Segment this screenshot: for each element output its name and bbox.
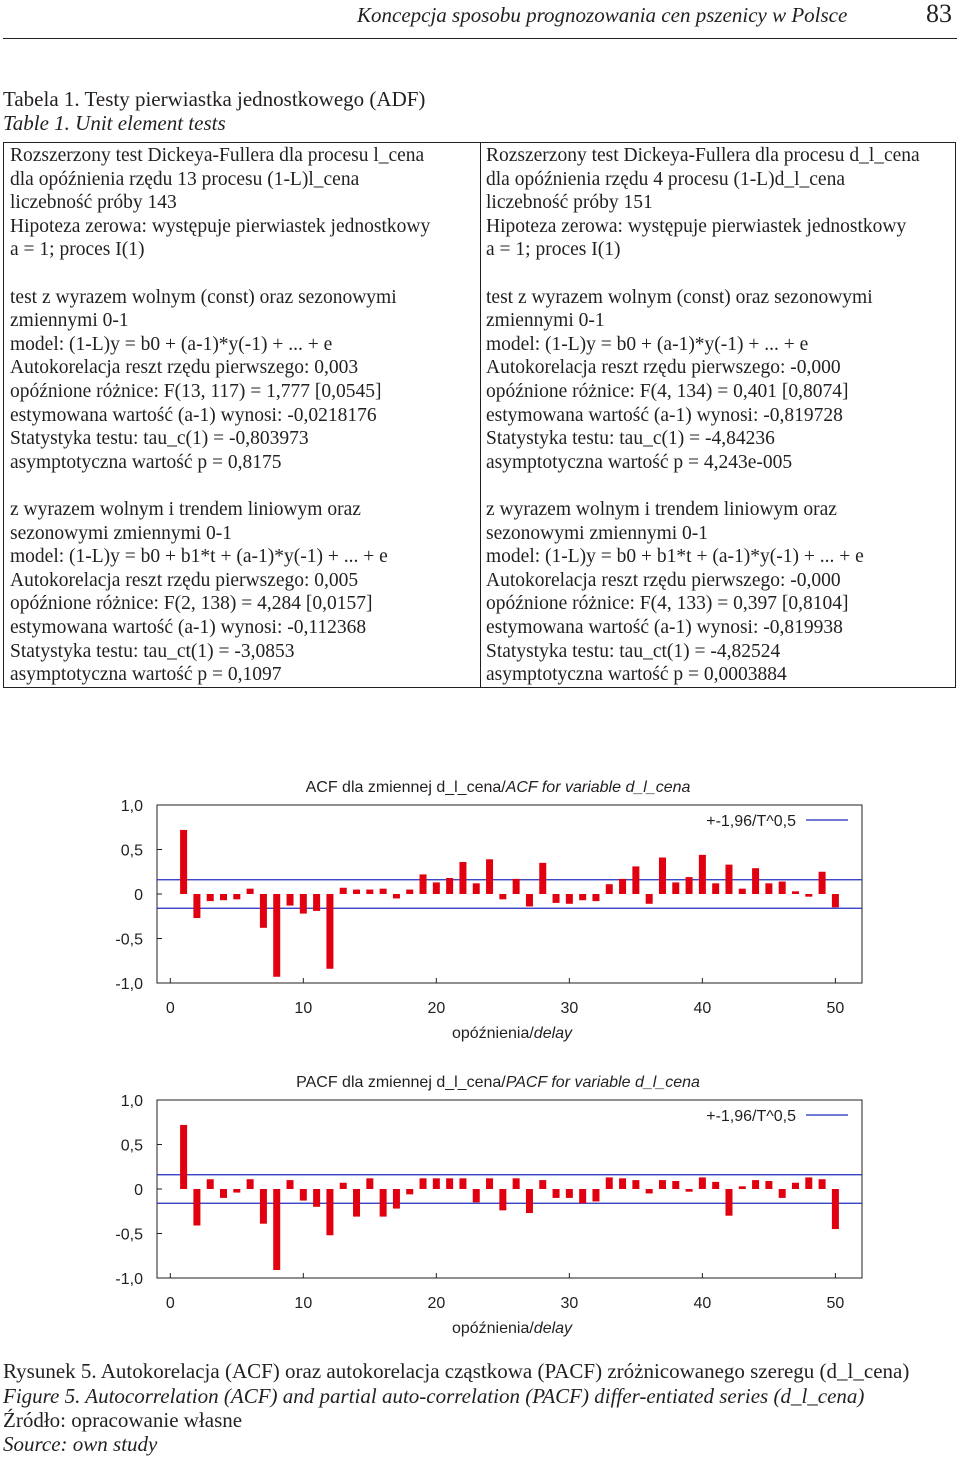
acf-bar — [699, 1177, 706, 1189]
table-line: model: (1-L)y = b0 + b1*t + (a-1)*y(-1) + ... + e — [10, 546, 388, 568]
table-title-english: Table 1. Unit element tests — [3, 111, 226, 135]
table-line: asymptotyczna wartość p = 0,1097 — [10, 664, 282, 686]
table-line: Rozszerzony test Dickeya-Fullera dla procesu l_cena — [10, 145, 425, 166]
acf-bar — [832, 1189, 839, 1229]
acf-bar — [672, 882, 679, 894]
table-line: opóźnione różnice: F(2, 138) = 4,284 [0,0157] — [10, 593, 373, 615]
acf-bar — [632, 1180, 639, 1189]
acf-bar — [446, 878, 453, 894]
acf-bar — [260, 894, 267, 928]
acf-bar — [247, 889, 254, 894]
table-line: Autokorelacja reszt rzędu pierwszego: -0,000 — [486, 569, 841, 591]
table-line: Hipoteza zerowa: występuje pierwiastek jednostkowy — [486, 215, 907, 237]
acf-bar — [672, 1181, 679, 1189]
table-line: estymowana wartość (a-1) wynosi: -0,112368 — [10, 617, 367, 638]
x-tick-label: 40 — [693, 1295, 712, 1312]
acf-bar — [779, 882, 786, 894]
table-line: opóźnione różnice: F(4, 133) = 0,397 [0,8104] — [486, 593, 849, 615]
table-line: sezonowymi zmiennymi 0-1 — [10, 522, 233, 544]
table-line: dla opóźnienia rzędu 13 procesu (1-L)l_cena — [10, 168, 360, 190]
chart-title — [296, 1074, 700, 1091]
y-tick-label: 0 — [134, 1182, 143, 1199]
acf-bar — [233, 894, 240, 899]
acf-bar — [366, 1178, 373, 1189]
acf-bar — [340, 1183, 347, 1189]
x-tick-label: 0 — [165, 1295, 175, 1312]
chart-title — [306, 779, 691, 796]
acf-bar — [619, 1178, 626, 1189]
acf-bar — [433, 1178, 440, 1189]
acf-bar — [539, 863, 546, 894]
acf-bar — [579, 1189, 586, 1203]
legend-label: +-1,96/T^0,5 — [706, 813, 796, 830]
x-tick-label: 50 — [826, 1295, 845, 1312]
y-tick-label: 0,5 — [120, 1137, 143, 1155]
acf-bar — [420, 874, 427, 894]
acf-bar — [473, 1189, 480, 1202]
acf-bar — [207, 894, 214, 901]
acf-bar — [725, 1189, 732, 1216]
y-tick-label: 0 — [134, 887, 143, 904]
acf-bar — [380, 1189, 387, 1217]
acf-bar — [686, 1189, 693, 1192]
acf-bar — [300, 1189, 307, 1201]
acf-bar — [592, 894, 599, 901]
y-tick-label: 1,0 — [120, 1093, 143, 1110]
acf-bar — [459, 1178, 466, 1189]
acf-bar — [473, 883, 480, 894]
table-line: test z wyrazem wolnym (const) oraz sezonowymi — [10, 286, 397, 308]
acf-bar — [553, 1189, 560, 1198]
acf-bar — [632, 866, 639, 894]
acf-bar — [486, 1178, 493, 1189]
adf-test-table — [3, 142, 956, 688]
acf-bar — [273, 894, 280, 977]
acf-bar — [486, 859, 493, 894]
table-line: estymowana wartość (a-1) wynosi: -0,819728 — [486, 404, 843, 426]
acf-bar — [526, 894, 533, 906]
header-rule — [3, 38, 957, 39]
acf-bar — [406, 890, 413, 894]
table-line: Statystyka testu: tau_ct(1) = -4,82524 — [486, 640, 781, 662]
acf-bar — [712, 1182, 719, 1189]
chart-title-italic: PACF for variable d_l_cena — [505, 1074, 700, 1091]
table-line: opóźnione różnice: F(4, 134) = 0,401 [0,8074] — [486, 381, 849, 402]
acf-bar — [739, 889, 746, 894]
table-line: asymptotyczna wartość p = 0,0003884 — [486, 664, 787, 686]
acf-bar — [592, 1189, 599, 1201]
x-tick-label: 20 — [427, 1295, 446, 1312]
acf-bar — [752, 868, 759, 894]
table-line: estymowana wartość (a-1) wynosi: -0,0218176 — [10, 404, 377, 426]
x-axis-label-italic: delay — [533, 1320, 573, 1337]
acf-bar — [819, 872, 826, 894]
acf-bar — [499, 894, 506, 899]
acf-bar — [287, 894, 294, 906]
table-column-divider — [480, 143, 481, 687]
source-note-polish: Źródło: opracowanie własne — [3, 1408, 243, 1432]
table-line: zmiennymi 0-1 — [486, 310, 605, 332]
acf-bar — [273, 1189, 280, 1270]
table-line: Autokorelacja reszt rzędu pierwszego: -0,000 — [486, 357, 841, 379]
table-line: Hipoteza zerowa: występuje pierwiastek jednostkowy — [10, 215, 431, 237]
y-tick-label: -1,0 — [115, 976, 143, 993]
y-tick-label: -0,5 — [115, 1226, 143, 1244]
acf-bar — [220, 894, 227, 900]
acf-bar — [646, 894, 653, 904]
acf-bar — [619, 879, 626, 894]
chart-title-italic: ACF for variable d_l_cena — [505, 779, 691, 796]
acf-bar — [393, 1189, 400, 1209]
acf-bar — [353, 1189, 360, 1217]
table-title-polish: Tabela 1. Testy pierwiastka jednostkowego (ADF) — [3, 87, 426, 111]
acf-bar — [313, 894, 320, 911]
acf-bar — [819, 1179, 826, 1189]
acf-bar — [513, 879, 520, 894]
acf-bar — [765, 1181, 772, 1189]
acf-bar — [566, 1189, 573, 1198]
table-line: test z wyrazem wolnym (const) oraz sezonowymi — [486, 286, 873, 308]
table-line: model: (1-L)y = b0 + b1*t + (a-1)*y(-1) + ... + e — [486, 546, 864, 568]
table-line: estymowana wartość (a-1) wynosi: -0,819938 — [486, 617, 843, 638]
legend-label: +-1,96/T^0,5 — [706, 1108, 796, 1125]
acf-bar — [220, 1189, 227, 1198]
acf-bar — [287, 1180, 294, 1189]
source-note-english: Source: own study — [3, 1432, 158, 1456]
y-tick-label: -0,5 — [115, 931, 143, 949]
table-line: Statystyka testu: tau_c(1) = -4,84236 — [486, 428, 775, 450]
acf-bar — [406, 1189, 413, 1194]
acf-bar — [380, 889, 387, 894]
acf-bar — [832, 894, 839, 907]
acf-bar — [326, 894, 333, 969]
x-tick-label: 10 — [294, 1000, 313, 1017]
acf-bar — [353, 890, 360, 894]
x-tick-label: 40 — [693, 1000, 712, 1017]
running-header-title: Koncepcja sposobu prognozowania cen pszenicy w Polsce — [357, 3, 848, 27]
acf-bar — [539, 1180, 546, 1189]
x-tick-label: 50 — [826, 1000, 845, 1017]
acf-bar — [659, 858, 666, 894]
acf-bar — [313, 1189, 320, 1207]
acf-bar — [300, 894, 307, 914]
acf-bar — [366, 890, 373, 894]
figure-caption-english: Figure 5. Autocorrelation (ACF) and partial auto-correlation (PACF) differ-entiated series (d_l_cena) — [3, 1384, 865, 1408]
table-line: asymptotyczna wartość p = 4,243e-005 — [486, 451, 793, 473]
chart-title-text: ACF dla zmiennej d_l_cena/ — [305, 779, 506, 796]
x-tick-label: 0 — [165, 1000, 175, 1017]
table-line: Autokorelacja reszt rzędu pierwszego: 0,003 — [10, 357, 359, 379]
acf-bar — [739, 1186, 746, 1189]
table-line: model: (1-L)y = b0 + (a-1)*y(-1) + ... + e — [10, 333, 333, 355]
acf-bar — [566, 894, 573, 904]
acf-bar — [646, 1189, 653, 1193]
x-axis-label — [452, 1320, 573, 1337]
table-line: Rozszerzony test Dickeya-Fullera dla procesu d_l_cena — [486, 145, 920, 166]
table-line: sezonowymi zmiennymi 0-1 — [486, 522, 709, 544]
acf-bar — [326, 1189, 333, 1235]
y-tick-label: -1,0 — [115, 1271, 143, 1288]
acf-bar — [207, 1179, 214, 1189]
acf-bar — [792, 891, 799, 894]
acf-bar — [193, 894, 200, 918]
table-line: model: (1-L)y = b0 + (a-1)*y(-1) + ... + e — [486, 333, 809, 355]
acf-bar — [459, 862, 466, 894]
x-tick-label: 20 — [427, 1000, 446, 1017]
acf-bar — [446, 1178, 453, 1189]
x-axis-label-text: opóźnienia/ — [451, 1320, 534, 1337]
x-tick-label: 10 — [294, 1295, 313, 1312]
x-tick-label: 30 — [560, 1295, 579, 1312]
acf-bar — [233, 1189, 240, 1193]
acf-bar — [180, 830, 187, 894]
acf-bar — [792, 1183, 799, 1189]
acf-bar — [340, 888, 347, 894]
page-number: 83 — [926, 0, 952, 28]
table-line: dla opóźnienia rzędu 4 procesu (1-L)d_l_cena — [486, 168, 845, 190]
acf-bar — [579, 894, 586, 900]
table-line: Autokorelacja reszt rzędu pierwszego: 0,005 — [10, 569, 359, 591]
y-tick-label: 0,5 — [120, 842, 143, 860]
x-axis-label-italic: delay — [533, 1025, 573, 1042]
table-line: z wyrazem wolnym i trendem liniowym oraz — [10, 499, 361, 520]
table-line: liczebność próby 151 — [486, 192, 653, 214]
acf-bar — [659, 1180, 666, 1189]
figure-caption-polish: Rysunek 5. Autokorelacja (ACF) oraz autokorelacja cząstkowa (PACF) zróżnicowanego szeregu (d_l_cena) — [3, 1359, 910, 1383]
acf-bar — [526, 1189, 533, 1213]
acf-bar — [247, 1179, 254, 1189]
acf-bar — [752, 1180, 759, 1189]
table-line: opóźnione różnice: F(13, 117) = 1,777 [0,0545] — [10, 381, 382, 402]
table-line: a = 1; proces I(1) — [486, 239, 621, 261]
acf-bar — [606, 1177, 613, 1189]
acf-bar — [606, 884, 613, 894]
acf-bar — [420, 1178, 427, 1189]
acf-bar — [765, 883, 772, 894]
x-axis-label — [452, 1025, 573, 1042]
acf-chart — [90, 770, 890, 1060]
acf-bar — [393, 894, 400, 898]
acf-bar — [699, 855, 706, 894]
acf-bar — [553, 894, 560, 903]
acf-bar — [433, 882, 440, 894]
acf-bar — [779, 1189, 786, 1198]
table-line: asymptotyczna wartość p = 0,8175 — [10, 451, 282, 473]
acf-bar — [193, 1189, 200, 1225]
table-line: Statystyka testu: tau_ct(1) = -3,0853 — [10, 640, 295, 662]
table-line: a = 1; proces I(1) — [10, 239, 145, 261]
table-line: z wyrazem wolnym i trendem liniowym oraz — [486, 499, 837, 520]
acf-bar — [805, 894, 812, 897]
acf-bar — [180, 1125, 187, 1189]
table-line: Statystyka testu: tau_c(1) = -0,803973 — [10, 428, 309, 450]
acf-bar — [805, 1177, 812, 1189]
x-axis-label-text: opóźnienia/ — [451, 1025, 534, 1042]
acf-bar — [686, 877, 693, 894]
x-tick-label: 30 — [560, 1000, 579, 1017]
acf-bar — [712, 883, 719, 894]
y-tick-label: 1,0 — [120, 798, 143, 815]
acf-bar — [260, 1189, 267, 1224]
pacf-chart — [90, 1065, 890, 1355]
acf-bar — [513, 1178, 520, 1189]
acf-bar — [725, 865, 732, 894]
acf-bar — [499, 1189, 506, 1210]
chart-title-text: PACF dla zmiennej d_l_cena/ — [296, 1074, 506, 1091]
table-line: zmiennymi 0-1 — [10, 310, 129, 332]
table-line: liczebność próby 143 — [10, 192, 177, 214]
